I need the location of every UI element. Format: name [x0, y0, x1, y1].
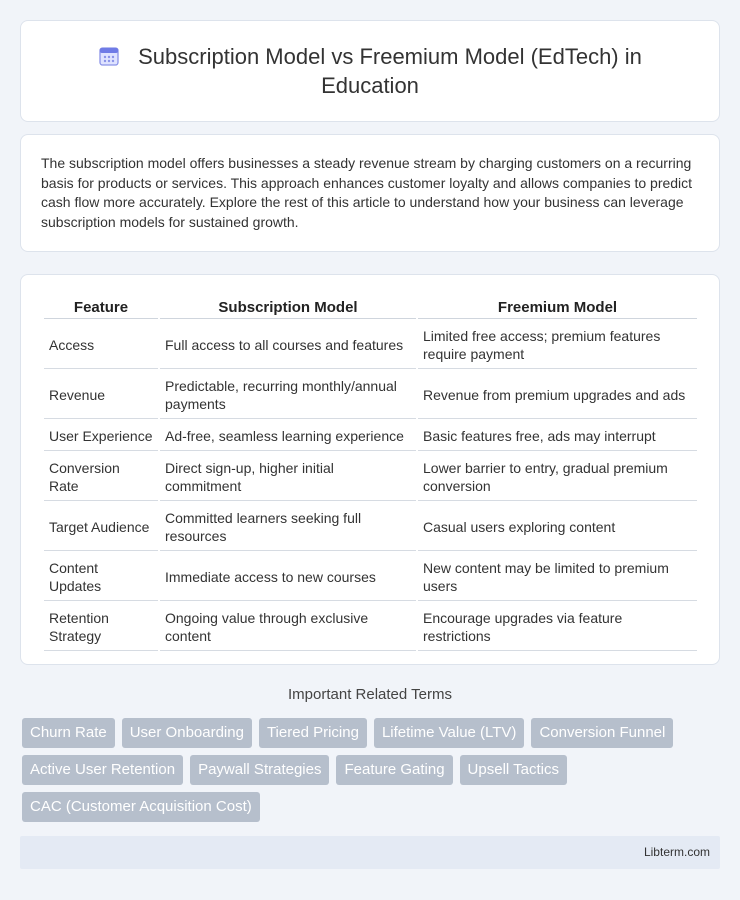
table-row — [44, 503, 697, 551]
cell-feature: Revenue — [44, 371, 158, 419]
cell-feature: Access — [44, 321, 158, 369]
term-tag[interactable]: Paywall Strategies — [190, 755, 329, 785]
cell-feature: Conversion Rate — [44, 453, 158, 501]
table-row — [44, 421, 697, 451]
term-tag[interactable]: Conversion Funnel — [531, 718, 673, 748]
term-tag[interactable]: CAC (Customer Acquisition Cost) — [22, 792, 260, 822]
cell-feature: Retention Strategy — [44, 603, 158, 651]
cell-freemium: Lower barrier to entry, gradual premium conversion — [418, 453, 697, 501]
cell-subscription: Direct sign-up, higher initial commitment — [160, 453, 416, 501]
related-terms-title: Important Related Terms — [288, 686, 452, 703]
header-subscription: Subscription Model — [160, 296, 416, 319]
title-card — [20, 20, 720, 122]
table-row — [44, 321, 697, 369]
table-header-row — [44, 296, 697, 319]
cell-subscription: Committed learners seeking full resources — [160, 503, 416, 551]
term-tag[interactable]: User Onboarding — [122, 718, 252, 748]
term-tag[interactable]: Feature Gating — [336, 755, 452, 785]
cell-freemium: Casual users exploring content — [418, 503, 697, 551]
cell-subscription: Ongoing value through exclusive content — [160, 603, 416, 651]
term-tag[interactable]: Lifetime Value (LTV) — [374, 718, 525, 748]
comparison-table — [42, 294, 699, 653]
term-tag[interactable]: Upsell Tactics — [460, 755, 567, 785]
table-row — [44, 453, 697, 501]
page-title-wrap — [60, 42, 680, 100]
cell-freemium: Basic features free, ads may interrupt — [418, 421, 697, 451]
term-tag[interactable]: Churn Rate — [22, 718, 115, 748]
cell-freemium: Revenue from premium upgrades and ads — [418, 371, 697, 419]
page-title: Subscription Model vs Freemium Model (EdTech) in Education — [138, 44, 642, 98]
term-tag[interactable]: Tiered Pricing — [259, 718, 367, 748]
table-row — [44, 603, 697, 651]
table-row — [44, 371, 697, 419]
footer — [20, 836, 720, 869]
calendar-icon — [98, 45, 120, 67]
cell-subscription: Predictable, recurring monthly/annual payments — [160, 371, 416, 419]
cell-subscription: Full access to all courses and features — [160, 321, 416, 369]
intro-text: The subscription model offers businesses a steady revenue stream by charging customers on a recurring basis for products or services. This approach enhances customer loyalty and allows companies to predict cash flow more accurately. Explore the rest of this article to understand how your business can leverage subscription models for sustained growth. — [41, 155, 693, 230]
cell-freemium: Limited free access; premium features require payment — [418, 321, 697, 369]
table-row — [44, 553, 697, 601]
header-feature: Feature — [44, 296, 158, 319]
cell-feature: Content Updates — [44, 553, 158, 601]
cell-feature: Target Audience — [44, 503, 158, 551]
cell-freemium: New content may be limited to premium users — [418, 553, 697, 601]
footer-site-link[interactable]: Libterm.com — [643, 845, 710, 859]
cell-subscription: Immediate access to new courses — [160, 553, 416, 601]
cell-freemium: Encourage upgrades via feature restrictions — [418, 603, 697, 651]
term-tag[interactable]: Active User Retention — [22, 755, 183, 785]
intro-card — [20, 134, 720, 252]
cell-subscription: Ad-free, seamless learning experience — [160, 421, 416, 451]
comparison-card — [20, 274, 720, 665]
cell-feature: User Experience — [44, 421, 158, 451]
related-terms-list — [22, 718, 722, 829]
header-freemium: Freemium Model — [418, 296, 697, 319]
